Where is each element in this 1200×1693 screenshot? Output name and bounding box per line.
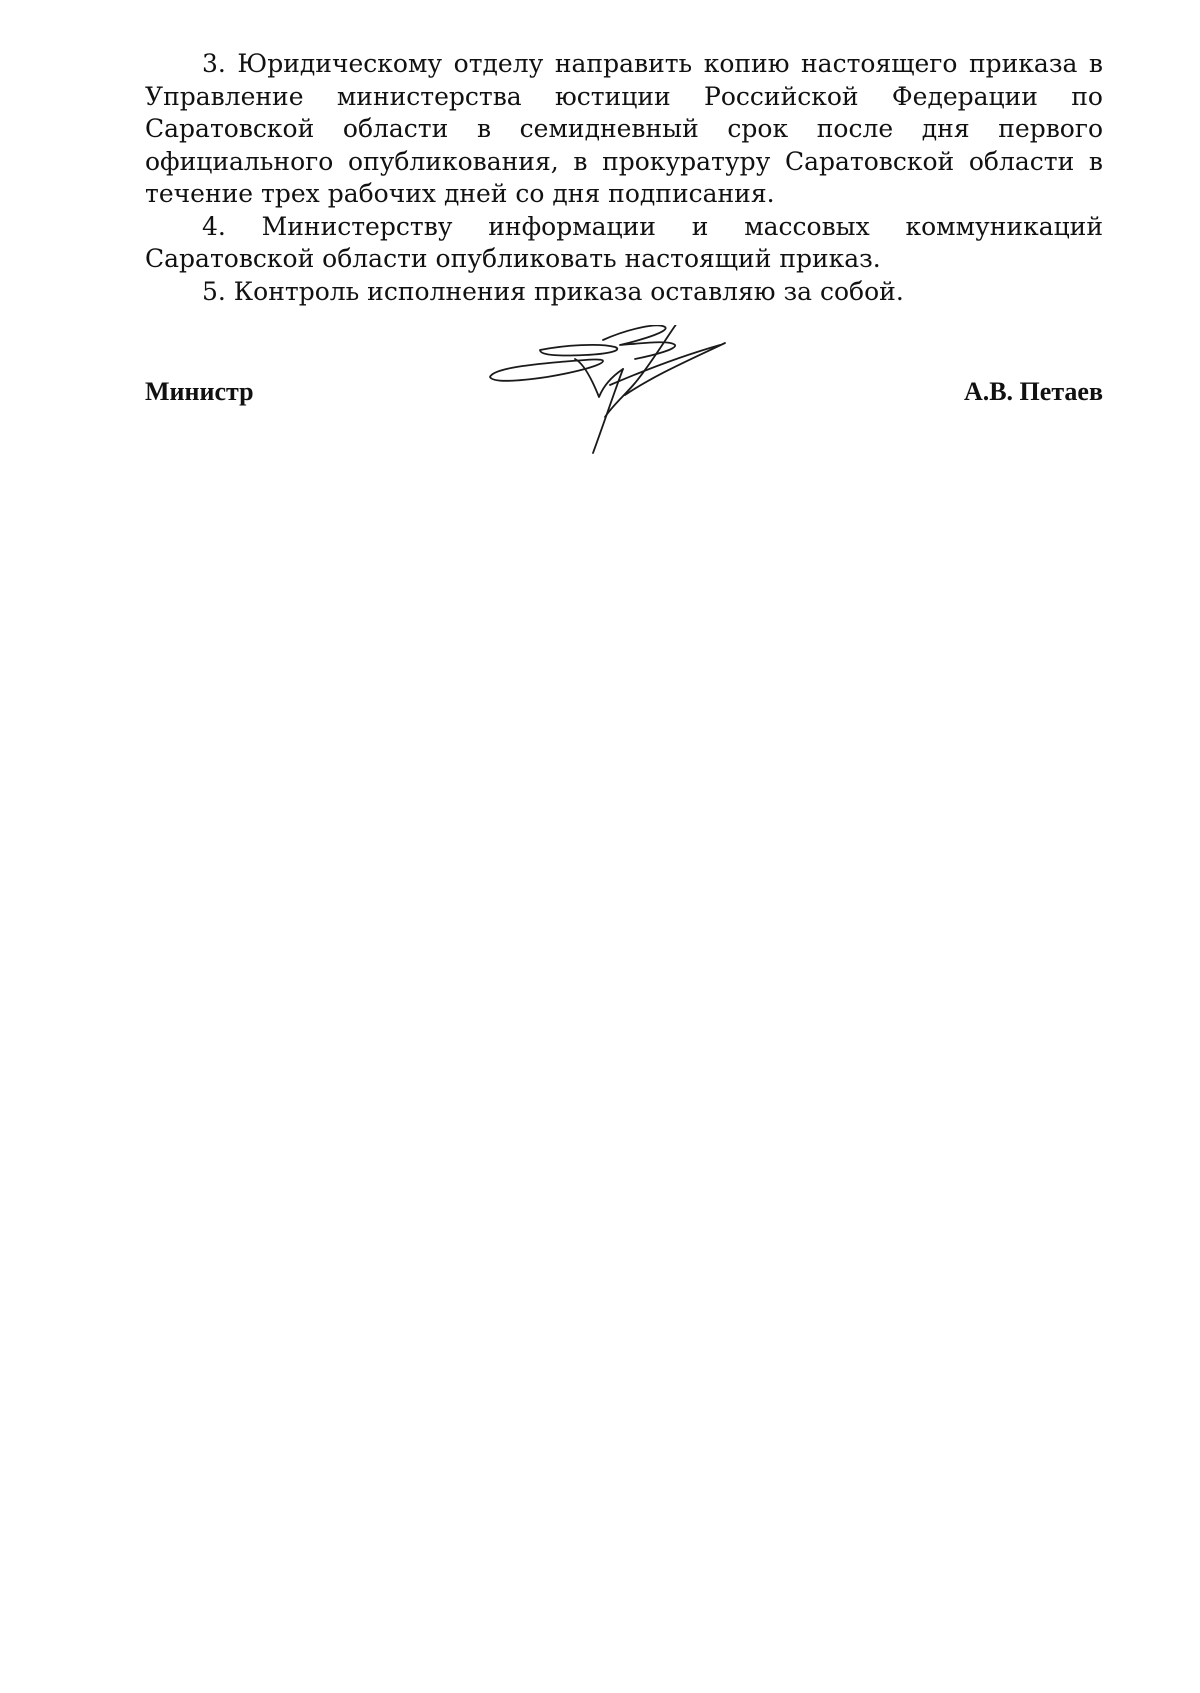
paragraph-3: 3. Юридическому отделу направить копию настоящего приказа в Управление министерства юстиции Российской Федерации по Саратовской области в семидневный срок после дня первого официального опубликования, в прокуратуру Саратовской области в течение трех рабочих дней со дня подписания. <box>145 49 1103 208</box>
signatory-title: Министр <box>145 377 254 406</box>
signatory-name: А.В. Петаев <box>963 377 1103 406</box>
signature-block <box>145 325 1103 475</box>
handwritten-signature-icon <box>485 325 815 475</box>
document-body <box>145 48 1103 308</box>
paragraph-4: 4. Министерству информации и массовых коммуникаций Саратовской области опубликовать настоящий приказ. <box>145 211 1103 273</box>
paragraph-5: 5. Контроль исполнения приказа оставляю за собой. <box>202 276 904 306</box>
